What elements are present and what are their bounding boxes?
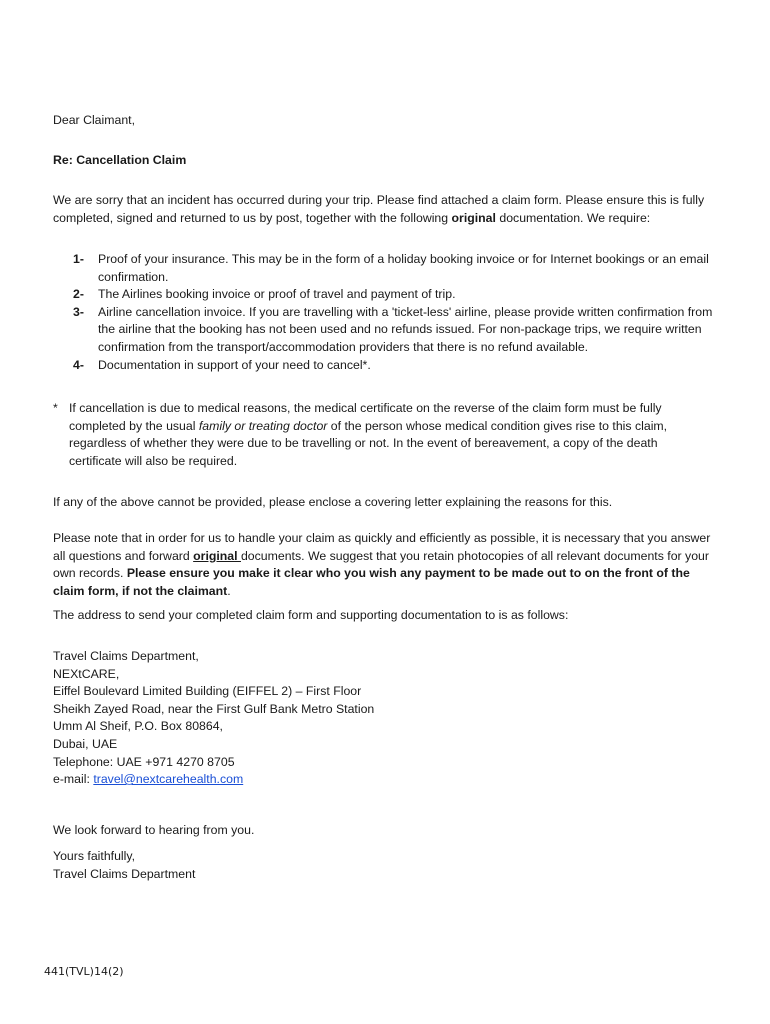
list-number: 1- bbox=[73, 252, 84, 266]
please-note-text: Please note that in order for us to handle your claim as quickly and efficiently as possible, it is necessary that you answer all questions and forward bbox=[53, 531, 711, 563]
covering-letter-paragraph: If any of the above cannot be provided, please enclose a covering letter explaining the reasons for this. bbox=[53, 495, 613, 509]
asterisk: * bbox=[53, 401, 58, 415]
medical-note-italic: family or treating doctor bbox=[198, 418, 328, 433]
medical-note-text bbox=[69, 400, 713, 470]
address-line: NEXtCARE, bbox=[53, 666, 120, 681]
email-line bbox=[53, 771, 713, 789]
telephone-line: Telephone: UAE +971 4270 8705 bbox=[53, 754, 235, 769]
list-item bbox=[73, 357, 713, 375]
please-note-text-2: documents. We suggest that you retain photocopies of all relevant documents for your own records. bbox=[53, 548, 709, 581]
list-item bbox=[73, 304, 713, 357]
subject-line: Re: Cancellation Claim bbox=[53, 153, 187, 167]
medical-note-part: If cancellation is due to medical reasons, the medical certificate on the reverse of the claim form must be fully completed by the usual bbox=[69, 401, 662, 433]
requirements-list bbox=[73, 251, 713, 374]
original-underlined: original bbox=[193, 548, 241, 563]
address-line: Travel Claims Department, bbox=[53, 649, 199, 663]
list-text: Proof of your insurance. This may be in the form of a holiday booking invoice or for Internet bookings or an email confirmation. bbox=[98, 252, 709, 284]
list-item bbox=[73, 251, 713, 286]
signature: Travel Claims Department bbox=[53, 867, 196, 881]
greeting: Dear Claimant, bbox=[53, 113, 136, 127]
intro-original-bold: original bbox=[451, 210, 496, 225]
list-item bbox=[73, 286, 713, 304]
list-number: 2- bbox=[73, 287, 84, 302]
list-number: 4- bbox=[73, 357, 84, 372]
address-block bbox=[53, 648, 713, 789]
address-line: Umm Al Sheif, P.O. Box 80864, bbox=[53, 719, 223, 734]
intro-text-end: documentation. We require: bbox=[495, 210, 651, 225]
medical-note-part-end: of the person whose medical condition gives rise to this claim, regardless of whether they were due to be travelling or not. In the event of bereavement, a copy of the death certificate will also be required. bbox=[69, 418, 668, 468]
list-text: Documentation in support of your need to cancel*. bbox=[98, 357, 371, 372]
medical-note bbox=[53, 400, 713, 470]
signoff: Yours faithfully, bbox=[53, 849, 136, 863]
address-line: Eiffel Boulevard Limited Building (EIFFEL 2) – First Floor bbox=[53, 684, 362, 699]
email-label: e-mail: bbox=[53, 772, 94, 787]
closing-line: We look forward to hearing from you. bbox=[53, 823, 255, 837]
list-number: 3- bbox=[73, 304, 84, 319]
please-note-paragraph bbox=[53, 530, 718, 600]
address-line: Dubai, UAE bbox=[53, 736, 118, 751]
email-link[interactable]: travel@nextcarehealth.com bbox=[93, 772, 244, 787]
please-note-end: . bbox=[227, 583, 231, 598]
list-text: Airline cancellation invoice. If you are travelling with a 'ticket-less' airline, please provide written confirmation from the airline that the booking has not been used and no refunds issued. For non-package trips, we require written confirmation from the transport/accommodation providers that there is no refund available. bbox=[98, 304, 713, 354]
address-intro: The address to send your completed claim form and supporting documentation to is as follows: bbox=[53, 608, 569, 622]
payment-instruction-bold: Please ensure you make it clear who you wish any payment to be made out to on the front of the claim form, if not the claimant bbox=[53, 566, 690, 598]
intro-paragraph bbox=[53, 192, 713, 227]
address-line: Sheikh Zayed Road, near the First Gulf Bank Metro Station bbox=[53, 701, 375, 716]
document-code: 441(TVL)14(2) bbox=[44, 965, 124, 978]
list-text: The Airlines booking invoice or proof of travel and payment of trip. bbox=[98, 287, 456, 302]
intro-text: We are sorry that an incident has occurred during your trip. Please find attached a claim form. Please ensure this is fully completed, signed and returned to us by post, together with the following bbox=[53, 193, 705, 225]
